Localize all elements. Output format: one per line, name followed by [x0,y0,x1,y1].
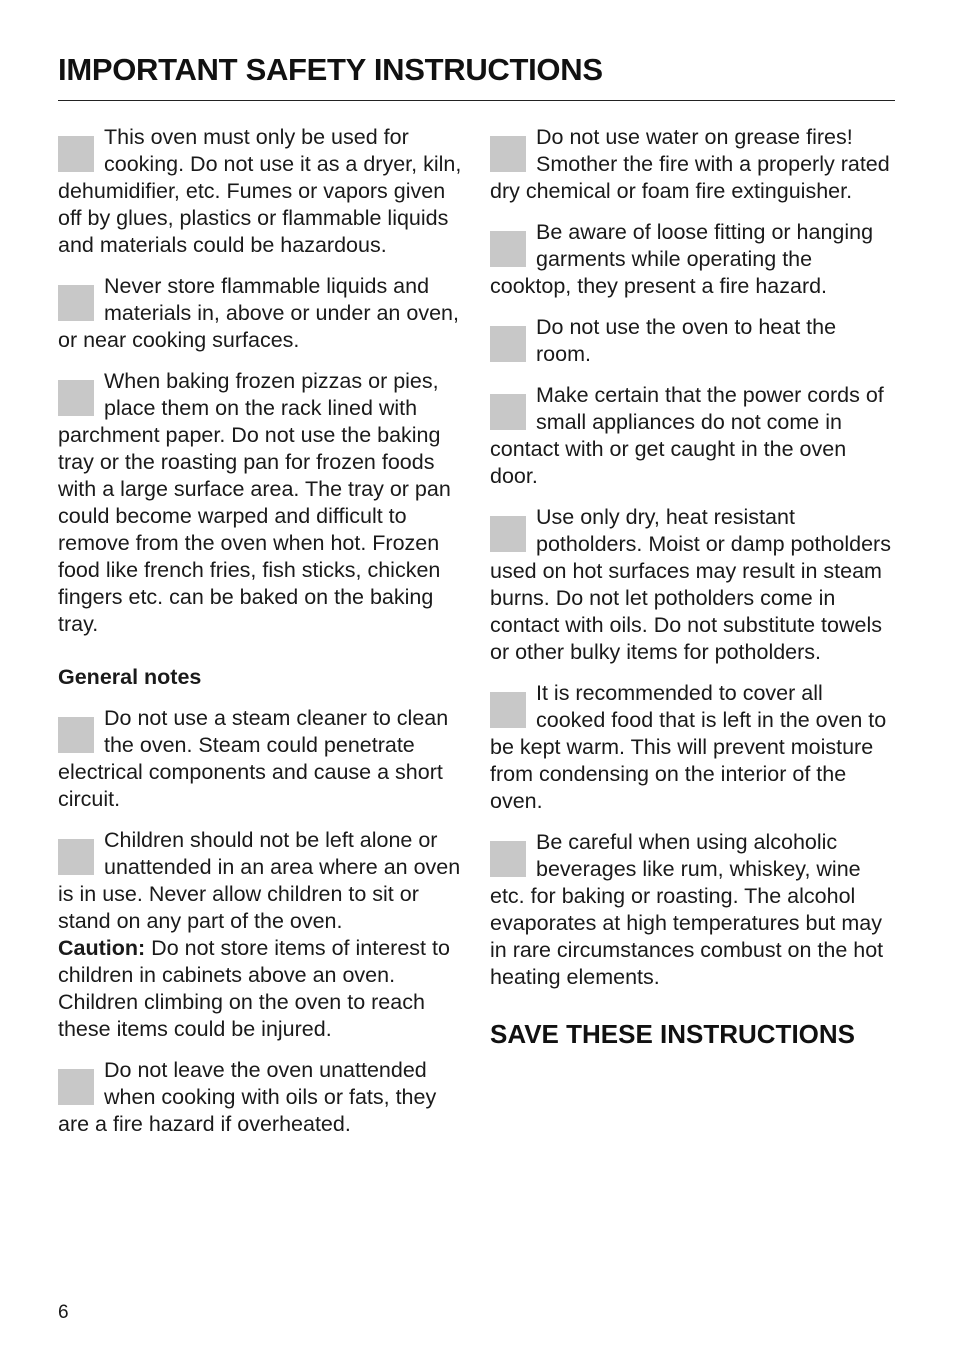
bullet-square-icon [58,136,94,172]
safety-item-text: When baking frozen pizzas or pies, place them on the rack lined with parchment paper. Do not use the baking tray or the roasting pan for frozen foods with a large surface area. The tray or pan could become warped and difficult to remove from the oven when hot. Frozen food like french fries, fish sticks, chicken fingers etc. can be baked on the baking tray. [58,369,451,636]
safety-item [490,124,894,205]
bullet-square-icon [58,1069,94,1105]
safety-item [58,124,462,259]
page-number: 6 [58,1302,69,1323]
bullet-square-icon [490,136,526,172]
safety-item-text: Be careful when using alcoholic beverages like rum, whiskey, wine etc. for baking or roasting. The alcohol evaporates at high temperatures but may in rare circumstances combust on the hot heating elements. [490,830,884,989]
bullet-square-icon [490,516,526,552]
safety-item-text: Never store flammable liquids and materials in, above or under an oven, or near cooking surfaces. [58,274,459,352]
bullet-square-icon [490,841,526,877]
bullet-square-icon [58,380,94,416]
bullet-square-icon [58,285,94,321]
bullet-square-icon [490,692,526,728]
right-column [490,124,894,1051]
caution-label: Caution: [58,936,146,960]
title-divider [58,100,895,101]
safety-item [490,504,894,666]
safety-item-text: Use only dry, heat resistant potholders. Moist or damp potholders used on hot surfaces may result in steam burns. Do not let potholders come in contact with oils. Do not substitute towels or other bulky items for potholders. [490,505,891,664]
safety-item-text: Make certain that the power cords of small appliances do not come in contact with or get caught in the oven door. [490,383,884,488]
save-instructions-heading: SAVE THESE INSTRUCTIONS [490,1019,856,1049]
safety-item [490,829,894,991]
safety-item-text: Do not use a steam cleaner to clean the oven. Steam could penetrate electrical components and cause a short circuit. [58,706,449,811]
safety-item [490,314,894,368]
safety-item [490,680,894,815]
bullet-square-icon [490,326,526,362]
safety-item-text: This oven must only be used for cooking. Do not use it as a dryer, kiln, dehumidifier, etc. Fumes or vapors given off by glues, plastics or flammable liquids and materials could be hazardous. [58,125,462,257]
safety-item [58,1057,462,1138]
safety-item-text: Do not leave the oven unattended when cooking with oils or fats, they are a fire hazard if overheated. [58,1058,437,1136]
safety-item [58,827,462,1043]
safety-item-text: Do not use the oven to heat the room. [536,315,837,366]
bullet-square-icon [490,394,526,430]
bullet-square-icon [490,231,526,267]
page-title: IMPORTANT SAFETY INSTRUCTIONS [58,52,603,87]
safety-item-text: Children should not be left alone or unattended in an area where an oven is in use. Never allow children to sit or stand on any part of the oven. [58,828,461,933]
caution-text: Do not store items of interest to children in cabinets above an oven. Children climbing on the oven to reach these items could be injured. [58,936,450,1041]
safety-item-text: Be aware of loose fitting or hanging garments while operating the cooktop, they present a fire hazard. [490,220,874,298]
safety-item-text: Do not use water on grease fires! Smother the fire with a properly rated dry chemical or foam fire extinguisher. [490,125,890,203]
general-notes-heading: General notes [58,665,202,689]
safety-item-text: It is recommended to cover all cooked food that is left in the oven to be kept warm. This will prevent moisture from condensing on the interior of the oven. [490,681,887,813]
safety-item [58,705,462,813]
safety-item [58,273,462,354]
safety-item [490,219,894,300]
left-column [58,124,462,1152]
bullet-square-icon [58,839,94,875]
safety-item [58,368,462,638]
safety-item [490,382,894,490]
bullet-square-icon [58,717,94,753]
